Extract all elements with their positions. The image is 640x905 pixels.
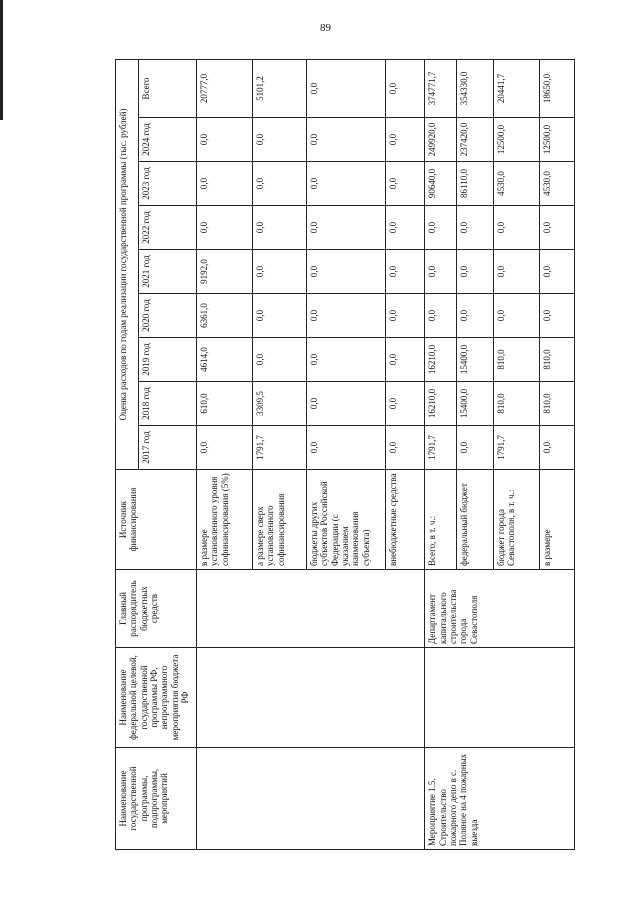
value-cell: 249920,0	[425, 118, 456, 162]
value-cell: 16210,0	[425, 382, 456, 426]
value-cell: 810,0	[493, 338, 539, 382]
value-cell: 1791,7	[493, 426, 539, 470]
value-cell: 6361,0	[196, 294, 252, 338]
value-cell: 0,0	[456, 294, 493, 338]
value-cell: 0,0	[307, 338, 386, 382]
value-cell: 0,0	[539, 250, 574, 294]
total-cell: 0,0	[385, 59, 424, 117]
year-header: 2022 год	[138, 206, 196, 250]
value-cell: 0,0	[307, 294, 386, 338]
value-cell: 0,0	[385, 426, 424, 470]
value-cell: 0,0	[456, 426, 493, 470]
value-cell: 0,0	[253, 162, 307, 206]
value-cell: 237420,0	[456, 118, 493, 162]
value-cell: 86110,0	[456, 162, 493, 206]
value-cell: 0,0	[493, 250, 539, 294]
value-cell: 0,0	[307, 206, 386, 250]
value-cell: 0,0	[253, 338, 307, 382]
value-cell: 4614,0	[196, 338, 252, 382]
value-cell: 0,0	[253, 294, 307, 338]
value-cell: 0,0	[307, 118, 386, 162]
source-cell: в размере установленного уровня софинансирования (5%)	[196, 470, 252, 570]
source-cell: бюджеты других субъектов Российской Федерации (с указанием наименования субъекта)	[307, 470, 386, 570]
total-cell: 5101,2	[253, 59, 307, 117]
value-cell: 12500,0	[539, 118, 574, 162]
year-header: 2023 год	[138, 162, 196, 206]
value-cell: 0,0	[456, 250, 493, 294]
value-cell: 810,0	[539, 382, 574, 426]
source-cell: федеральный бюджет	[456, 470, 493, 570]
left-margin-line	[0, 0, 3, 120]
empty-cell	[196, 748, 424, 850]
source-cell: Всего, в т. ч.:	[425, 470, 456, 570]
header-manager: Главный распорядитель бюджетных средств	[116, 570, 197, 648]
budget-table	[115, 59, 575, 850]
value-cell: 0,0	[385, 382, 424, 426]
measure-name: Мероприятие 1.5. Строительство пожарного депо в с. Поляное на 4 пожарных выезда	[425, 748, 575, 850]
value-cell: 0,0	[307, 382, 386, 426]
value-cell: 0,0	[196, 118, 252, 162]
source-cell: а размере сверх установленного софинансирования	[253, 470, 307, 570]
total-cell: 18650,0	[539, 59, 574, 117]
value-cell: 4530,0	[493, 162, 539, 206]
table-row	[425, 59, 456, 849]
value-cell: 0,0	[196, 426, 252, 470]
value-cell: 4530,0	[539, 162, 574, 206]
total-cell: 20777,0	[196, 59, 252, 117]
year-header: 2021 год	[138, 250, 196, 294]
value-cell: 610,0	[196, 382, 252, 426]
year-header: 2017 год	[138, 426, 196, 470]
value-cell: 12500,0	[493, 118, 539, 162]
measure-manager: Департамент капитального строительства города Севастополя	[425, 570, 575, 648]
value-cell: 810,0	[539, 338, 574, 382]
header-federal: Наименование федеральной целевой, государственной программы РФ, непрограммного мероприятия бюджета РФ	[116, 648, 197, 748]
empty-cell	[196, 648, 424, 748]
source-cell: бюджет города Севастополя, в т. ч.:	[493, 470, 539, 570]
value-cell: 16210,0	[425, 338, 456, 382]
rotated-table-container	[115, 60, 575, 850]
value-cell: 15400,0	[456, 338, 493, 382]
value-cell: 0,0	[385, 206, 424, 250]
value-cell: 0,0	[493, 206, 539, 250]
value-cell: 0,0	[253, 118, 307, 162]
total-cell: 0,0	[307, 59, 386, 117]
year-header: 2019 год	[138, 338, 196, 382]
header-estimate: Оценка расходов по годам реализации государственной программы (тыс. рублей)	[116, 59, 139, 469]
total-cell: 374771,7	[425, 59, 456, 117]
value-cell: 0,0	[196, 162, 252, 206]
value-cell: 90640,0	[425, 162, 456, 206]
value-cell: 0,0	[456, 206, 493, 250]
total-cell: 20441,7	[493, 59, 539, 117]
empty-cell	[425, 648, 575, 748]
value-cell: 0,0	[253, 206, 307, 250]
value-cell: 0,0	[539, 206, 574, 250]
header-source: Источник финансирования	[116, 470, 197, 570]
value-cell: 0,0	[385, 118, 424, 162]
source-cell: внебюджетные средства	[385, 470, 424, 570]
header-name: Наименование государственной программы, подпрограммы, мероприятий	[116, 748, 197, 850]
value-cell: 0,0	[253, 250, 307, 294]
value-cell: 0,0	[385, 338, 424, 382]
value-cell: 0,0	[307, 162, 386, 206]
total-header: Всего	[138, 59, 196, 117]
empty-cell	[196, 570, 424, 648]
value-cell: 0,0	[539, 426, 574, 470]
value-cell: 810,0	[493, 382, 539, 426]
value-cell: 0,0	[307, 426, 386, 470]
page-number: 89	[320, 22, 331, 34]
value-cell: 9192,0	[196, 250, 252, 294]
value-cell: 0,0	[425, 206, 456, 250]
value-cell: 1791,7	[253, 426, 307, 470]
value-cell: 3309,5	[253, 382, 307, 426]
total-cell: 354330,0	[456, 59, 493, 117]
value-cell: 0,0	[493, 294, 539, 338]
year-header: 2018 год	[138, 382, 196, 426]
table-row	[196, 59, 252, 849]
year-header: 2020 год	[138, 294, 196, 338]
year-header: 2024 год	[138, 118, 196, 162]
value-cell: 0,0	[307, 250, 386, 294]
source-cell: в размере	[539, 470, 574, 570]
value-cell: 0,0	[385, 162, 424, 206]
value-cell: 0,0	[425, 250, 456, 294]
value-cell: 0,0	[385, 250, 424, 294]
value-cell: 0,0	[196, 206, 252, 250]
value-cell: 1791,7	[425, 426, 456, 470]
value-cell: 15400,0	[456, 382, 493, 426]
value-cell: 0,0	[539, 294, 574, 338]
value-cell: 0,0	[385, 294, 424, 338]
value-cell: 0,0	[425, 294, 456, 338]
